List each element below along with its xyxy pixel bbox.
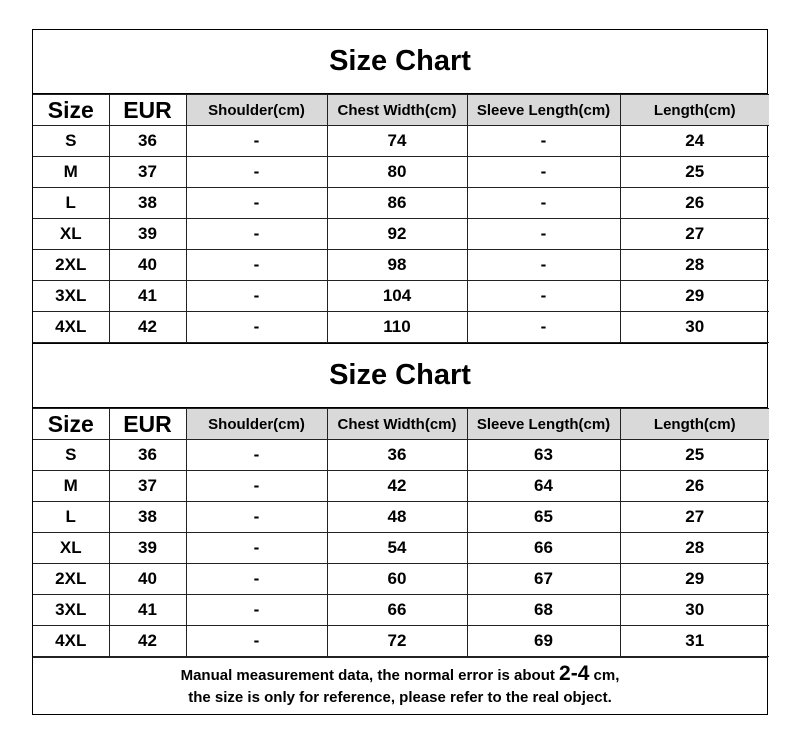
table-cell: - [467,281,620,312]
table-cell: - [186,564,327,595]
column-header: Length(cm) [620,95,769,126]
table-cell: - [467,219,620,250]
table-cell: XL [33,533,109,564]
table-cell: 63 [467,440,620,471]
note-line-1 [181,663,620,687]
table-cell: - [186,188,327,219]
chart-title: Size Chart [33,344,767,408]
table-cell: - [186,157,327,188]
table-cell: S [33,440,109,471]
column-header: Shoulder(cm) [186,409,327,440]
table-cell: 92 [327,219,467,250]
table-cell: 26 [620,471,769,502]
table-cell: - [186,595,327,626]
table-cell: XL [33,219,109,250]
header-row [33,409,769,440]
column-header: Length(cm) [620,409,769,440]
table-cell: 31 [620,626,769,657]
table-row [33,250,769,281]
column-header: Sleeve Length(cm) [467,95,620,126]
table-cell: 67 [467,564,620,595]
table-cell: - [186,502,327,533]
table-cell: 37 [109,471,186,502]
table-cell: 28 [620,533,769,564]
table-cell: 42 [327,471,467,502]
table-row [33,564,769,595]
table-cell: 80 [327,157,467,188]
table-cell: L [33,502,109,533]
table-cell: 39 [109,533,186,564]
table-cell: L [33,188,109,219]
table-row [33,440,769,471]
table-cell: 37 [109,157,186,188]
table-cell: 48 [327,502,467,533]
note-line-1-pre: Manual measurement data, the normal error is about [180,667,560,684]
table-cell: 2XL [33,250,109,281]
table-row [33,281,769,312]
table-cell: 40 [109,564,186,595]
table-cell: 41 [109,281,186,312]
table-cell: 42 [109,312,186,343]
table-cell: - [467,157,620,188]
table-cell: 26 [620,188,769,219]
table-cell: 24 [620,126,769,157]
table-cell: - [186,250,327,281]
table-cell: - [186,626,327,657]
column-header: Size [33,95,109,126]
table-cell: 27 [620,502,769,533]
table-cell: 28 [620,250,769,281]
table-cell: 2XL [33,564,109,595]
table-cell: 54 [327,533,467,564]
table-cell: 86 [327,188,467,219]
table-cell: M [33,157,109,188]
table-cell: - [186,281,327,312]
table-cell: 69 [467,626,620,657]
table-row [33,126,769,157]
table-row [33,626,769,657]
table-cell: 66 [327,595,467,626]
table-cell: 72 [327,626,467,657]
table-cell: 29 [620,281,769,312]
table-cell: 104 [327,281,467,312]
table-cell: - [467,188,620,219]
table-cell: 4XL [33,626,109,657]
size-chart-block [32,343,768,657]
table-cell: - [467,312,620,343]
size-table [33,408,769,657]
header-row [33,95,769,126]
column-header: Chest Width(cm) [327,95,467,126]
table-cell: - [467,126,620,157]
table-cell: S [33,126,109,157]
table-row [33,471,769,502]
table-cell: 30 [620,595,769,626]
size-table [33,94,769,343]
table-row [33,219,769,250]
table-cell: - [186,440,327,471]
table-row [33,312,769,343]
table-cell: 36 [327,440,467,471]
table-cell: 110 [327,312,467,343]
table-cell: - [186,312,327,343]
note-error-range: 2-4 [559,662,590,685]
column-header: Size [33,409,109,440]
table-cell: 39 [109,219,186,250]
column-header: Shoulder(cm) [186,95,327,126]
column-header: EUR [109,95,186,126]
table-row [33,157,769,188]
table-cell: 98 [327,250,467,281]
table-cell: 30 [620,312,769,343]
table-cell: 29 [620,564,769,595]
table-row [33,502,769,533]
table-row [33,188,769,219]
table-row [33,595,769,626]
table-row [33,533,769,564]
size-chart-sheet [32,29,768,715]
size-chart-block [32,29,768,343]
table-cell: 38 [109,502,186,533]
table-cell: 36 [109,126,186,157]
column-header: Chest Width(cm) [327,409,467,440]
table-cell: 25 [620,157,769,188]
table-cell: 74 [327,126,467,157]
column-header: EUR [109,409,186,440]
table-cell: 25 [620,440,769,471]
table-cell: - [186,533,327,564]
measurement-note [32,657,768,715]
table-cell: - [186,471,327,502]
table-cell: 66 [467,533,620,564]
charts-container [32,29,768,657]
chart-title: Size Chart [33,30,767,94]
note-line-2: the size is only for reference, please refer to the real object. [188,689,612,706]
table-cell: 36 [109,440,186,471]
table-cell: 42 [109,626,186,657]
table-cell: 64 [467,471,620,502]
table-cell: 41 [109,595,186,626]
table-cell: M [33,471,109,502]
table-cell: - [467,250,620,281]
table-cell: 40 [109,250,186,281]
table-cell: - [186,126,327,157]
column-header: Sleeve Length(cm) [467,409,620,440]
table-cell: 68 [467,595,620,626]
table-cell: 65 [467,502,620,533]
table-cell: - [186,219,327,250]
table-cell: 27 [620,219,769,250]
table-cell: 38 [109,188,186,219]
table-cell: 3XL [33,595,109,626]
table-cell: 4XL [33,312,109,343]
note-line-1-post: cm, [589,667,620,684]
table-cell: 3XL [33,281,109,312]
table-cell: 60 [327,564,467,595]
